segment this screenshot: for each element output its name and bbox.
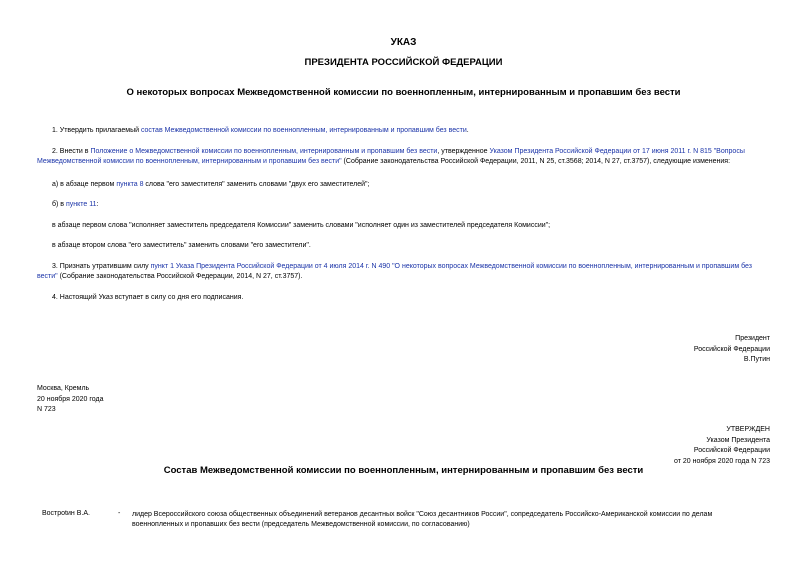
signature-country: Российской Федерации [693,345,770,353]
link-decree-490-cont[interactable]: вести" [37,273,58,280]
link-commission-composition[interactable]: состав Межведомственной комиссии по военнопленным, интернированным и пропавшим без вести [140,127,467,134]
member-name: Вострotин В.А. [42,510,90,517]
link-commission-regulation[interactable]: Положение о Межведомственной комиссии по военнопленным, интернированным и пропавшим без вести [90,148,438,155]
paragraph-2-line-2: Межведомственной комиссии по военнопленным, интернированным и пропавшим без вести" (Собрание законодательства Российской Федерации, 2011, N 25, ст.3568; 2014, N 27, ст.3757), следующие изменения: [37,158,731,165]
document-subtitle: ПРЕЗИДЕНТА РОССИЙСКОЙ ФЕДЕРАЦИИ [304,57,503,68]
paragraph-3-line-2: вести" (Собрание законодательства Российской Федерации, 2014, N 27, ст.3757). [37,273,303,280]
composition-title: Состав Межведомственной комиссии по военнопленным, интернированным и пропавшим без вести [163,465,644,476]
place-date: 20 ноября 2020 года [37,395,104,403]
paragraph-b-1: в абзаце первом слова "исполняет заместитель председателя Комиссии" заменить словами "исполняет один из заместителей председателя Комиссии"; [52,222,551,229]
paragraph-2-line-1: 2. Внести в Положение о Межведомственной комиссии по военнопленным, интернированным и пропавшим без вести, утвержденное Указом Президента Российской Федерации от 17 июня 2011 г. N 815 "Вопросы [52,148,745,155]
member-dash: - [118,510,121,517]
place-city: Москва, Кремль [37,385,90,392]
signature-name: В.Путин [743,356,770,363]
place-number: N 723 [37,406,56,413]
link-decree-490[interactable]: пункт 1 Указа Президента Российской Федерации от 4 июля 2014 г. N 490 "О некоторых вопросах Межведомственной комиссии по военнопленным, интернированным и пропавшим без [150,263,752,270]
signature-title: Президент [735,335,770,342]
signature-block [694,334,770,366]
paragraph-3-line-1: 3. Признать утратившим силу пункт 1 Указа Президента Российской Федерации от 4 июля 2014 г. N 490 "О некоторых вопросах Межведомственной комиссии по военнопленным, интернированным и пропавшим без [52,263,752,270]
link-decree-815[interactable]: Указом Президента Российской Федерации от 17 июня 2011 г. N 815 "Вопросы [489,148,745,155]
document-title: УКАЗ [390,37,417,48]
paragraph-a: а) в абзаце первом пункта 8 слова "его заместителя" заменить словами "двух его заместителей"; [52,181,370,188]
link-decree-815-cont[interactable]: Межведомственной комиссии по военнопленным, интернированным и пропавшим без вести" [37,158,342,165]
approved-block [674,425,770,467]
document-heading: О некоторых вопросах Межведомственной комиссии по военнопленным, интернированным и пропавшим без вести [126,87,681,98]
paragraph-b: б) в пункте 11: [52,201,99,208]
paragraph-4: 4. Настоящий Указ вступает в силу со дня его подписания. [52,294,244,301]
approved-date: от 20 ноября 2020 года N 723 [674,457,770,465]
approved-country: Российской Федерации [693,447,770,454]
member-description: лидер Всероссийского союза общественных объединений ветеранов десантных войск "Союз десантников России", сопредседатель Российско-Американской комиссии по делам военнопленных и пропавших без вести (председатель Межведомственной комиссии, по согласованию) [132,511,713,528]
approved-label: УТВЕРЖДЕН [726,426,770,433]
place-date-block [37,384,103,416]
paragraph-1: 1. Утвердить прилагаемый состав Межведомственной комиссии по военнопленным, интернированным и пропавшим без вести. [52,127,469,134]
link-point-8[interactable]: пункта 8 [116,181,144,188]
link-point-11[interactable]: пункте 11 [65,201,97,208]
paragraph-b-2: в абзаце втором слова "его заместитель" заменить словами "его заместители". [52,242,311,249]
approved-by: Указом Президента [706,436,770,444]
